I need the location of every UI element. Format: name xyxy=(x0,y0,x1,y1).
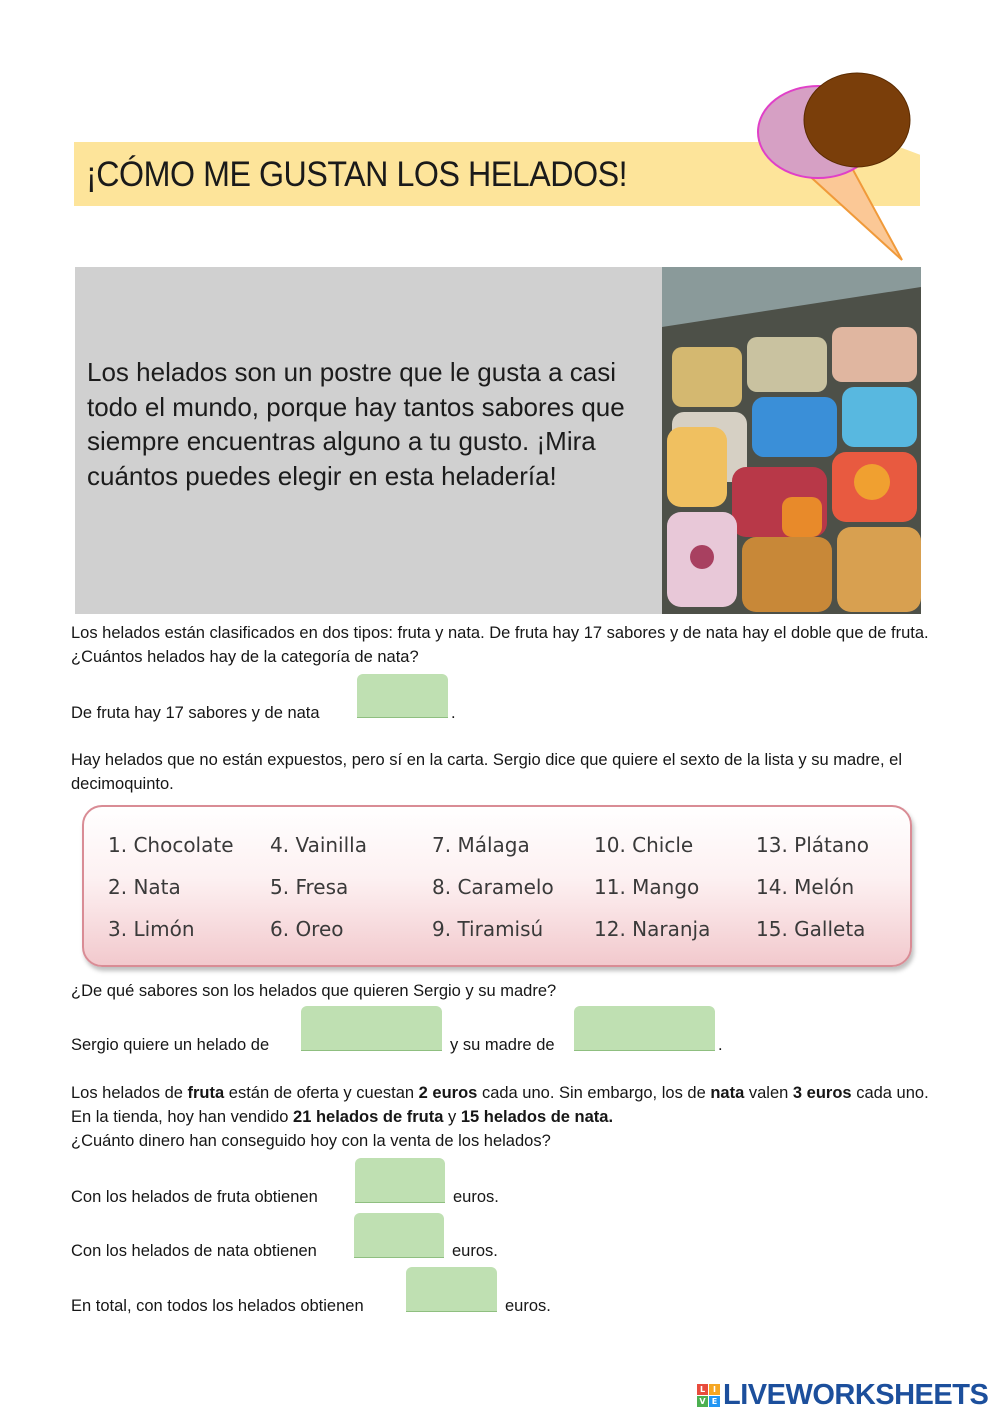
intro-text: Los helados son un postre que le gusta a casi todo el mundo, porque hay tantos sabores que siempre encuentras alguno a tu gusto. ¡Mira cuántos puedes elegir en esta heladería! xyxy=(87,357,625,491)
question-paragraph-3: Los helados de fruta están de oferta y cuestan 2 euros cada uno. Sin embargo, los de nata valen 3 euros cada uno. En la tienda, hoy han vendido 21 helados de fruta y 15 helados de nata. xyxy=(71,1084,929,1126)
answer-line-3-prefix: Con los helados de fruta obtienen xyxy=(71,1188,318,1206)
flavor-item: 12. Naranja xyxy=(594,917,711,941)
answer-box-mother-flavor[interactable] xyxy=(574,1006,715,1051)
answer-line-3-suffix: euros. xyxy=(453,1188,499,1206)
brand-text: LIVEWORKSHEETS xyxy=(723,1378,989,1411)
flavor-item: 14. Melón xyxy=(756,875,855,899)
flavor-item: 4. Vainilla xyxy=(270,833,367,857)
answer-line-1-prefix: De fruta hay 17 sabores y de nata xyxy=(71,704,320,722)
flavor-item: 8. Caramelo xyxy=(432,875,554,899)
answer-box-fruit-euros[interactable] xyxy=(355,1158,445,1203)
flavor-item: 6. Oreo xyxy=(270,917,344,941)
answer-box-sergio-flavor[interactable] xyxy=(301,1006,442,1051)
answer-line-4-prefix: Con los helados de nata obtienen xyxy=(71,1242,317,1260)
flavor-item: 2. Nata xyxy=(108,875,181,899)
flavor-item: 5. Fresa xyxy=(270,875,349,899)
flavor-item: 11. Mango xyxy=(594,875,700,899)
answer-line-2-prefix: Sergio quiere un helado de xyxy=(71,1036,270,1054)
flavor-menu xyxy=(82,805,912,967)
flavor-item: 3. Limón xyxy=(108,917,195,941)
answer-line-4-suffix: euros. xyxy=(452,1242,498,1260)
flavor-item: 13. Plátano xyxy=(756,833,870,857)
answer-line-1-suffix: . xyxy=(451,704,456,722)
answer-box-nata-euros[interactable] xyxy=(354,1213,444,1258)
answer-line-5-suffix: euros. xyxy=(505,1297,551,1315)
flavor-item: 9. Tiramisú xyxy=(432,917,544,941)
answer-box-total-euros[interactable] xyxy=(406,1267,497,1312)
ice-cream-cone-icon xyxy=(740,60,930,265)
question-paragraph-1: Los helados están clasificados en dos tipos: fruta y nata. De fruta hay 17 sabores y de nata hay el doble que de fruta. ¿Cuántos helados hay de la categoría de nata? xyxy=(71,624,929,666)
answer-line-5-prefix: En total, con todos los helados obtienen xyxy=(71,1297,364,1315)
answer-box-nata-count[interactable] xyxy=(357,674,448,718)
flavor-item: 1. Chocolate xyxy=(108,833,234,857)
answer-line-2-suffix: . xyxy=(718,1036,723,1054)
question-3: ¿Cuánto dinero han conseguido hoy con la venta de los helados? xyxy=(71,1132,551,1150)
liveworksheets-brand xyxy=(697,1378,988,1412)
question-paragraph-2: Hay helados que no están expuestos, pero sí en la carta. Sergio dice que quiere el sexto de la lista y su madre, el decimoquinto. xyxy=(71,751,902,793)
liveworksheets-logo-icon: L I V E xyxy=(697,1384,720,1407)
question-2: ¿De qué sabores son los helados que quieren Sergio y su madre? xyxy=(71,982,557,1000)
flavor-item: 7. Málaga xyxy=(432,833,530,857)
ice-cream-display-photo xyxy=(662,267,921,614)
answer-line-2-middle: y su madre de xyxy=(450,1036,555,1054)
flavor-item: 15. Galleta xyxy=(756,917,866,941)
page-title: ¡CÓMO ME GUSTAN LOS HELADOS! xyxy=(86,155,628,194)
flavor-item: 10. Chicle xyxy=(594,833,694,857)
